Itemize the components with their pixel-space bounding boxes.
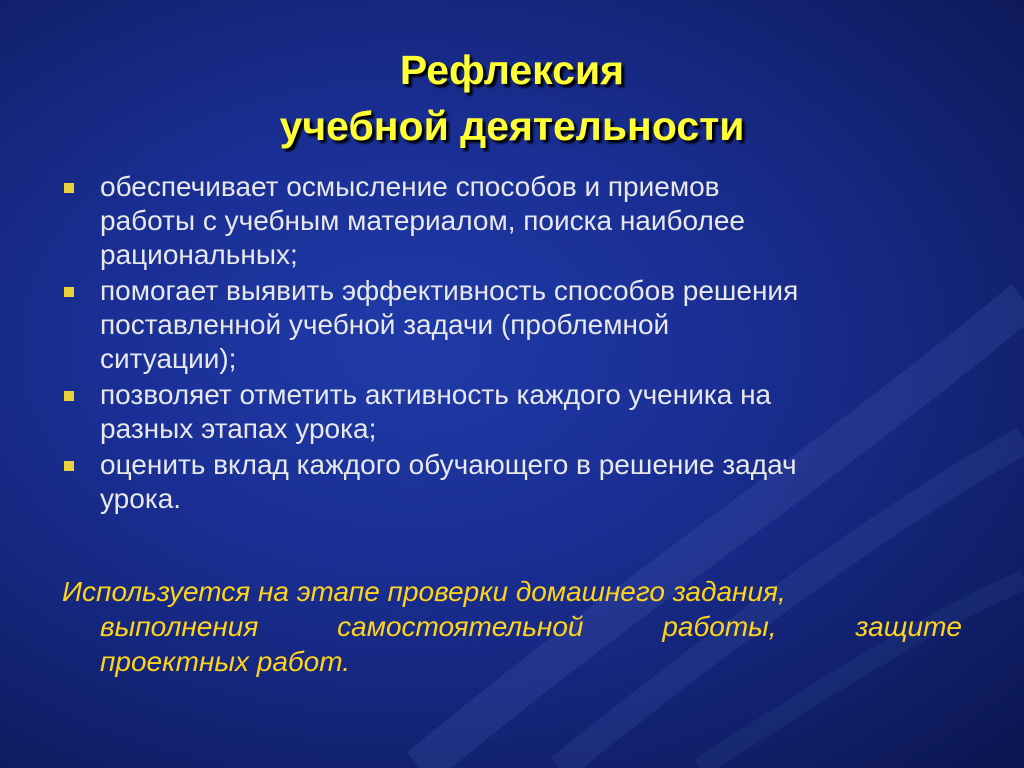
square-bullet-icon [64,287,74,297]
note-line: Используется на этапе проверки домашнего задания, [62,576,786,607]
bullet-item [62,170,972,272]
note-line: проектных работ. [100,646,351,677]
bullet-line: рациональных; [100,239,298,270]
bullet-line: работы с учебным материалом, поиска наиболее [100,205,745,236]
usage-note [62,574,962,679]
bullet-line: помогает выявить эффективность способов решения [100,275,799,306]
bullet-line: ситуации); [100,343,237,374]
bullet-list [62,170,972,518]
bullet-item [62,378,972,446]
note-line: выполнения самостоятельной работы, защите [100,611,962,642]
square-bullet-icon [64,391,74,401]
bullet-line: оценить вклад каждого обучающего в решение задач [100,449,797,480]
slide-title [0,42,1024,154]
bullet-line: поставленной учебной задачи (проблемной [100,309,670,340]
bullet-line: разных этапах урока; [100,413,377,444]
title-line-1: Рефлексия [399,47,625,93]
square-bullet-icon [64,461,74,471]
title-line-2: учебной деятельности [279,103,745,149]
bullet-line: позволяет отметить активность каждого ученика на [100,379,772,410]
bullet-line: обеспечивает осмысление способов и приемов [100,171,720,202]
square-bullet-icon [64,183,74,193]
bullet-item [62,448,972,516]
bullet-line: урока. [100,483,182,514]
bullet-item [62,274,972,376]
